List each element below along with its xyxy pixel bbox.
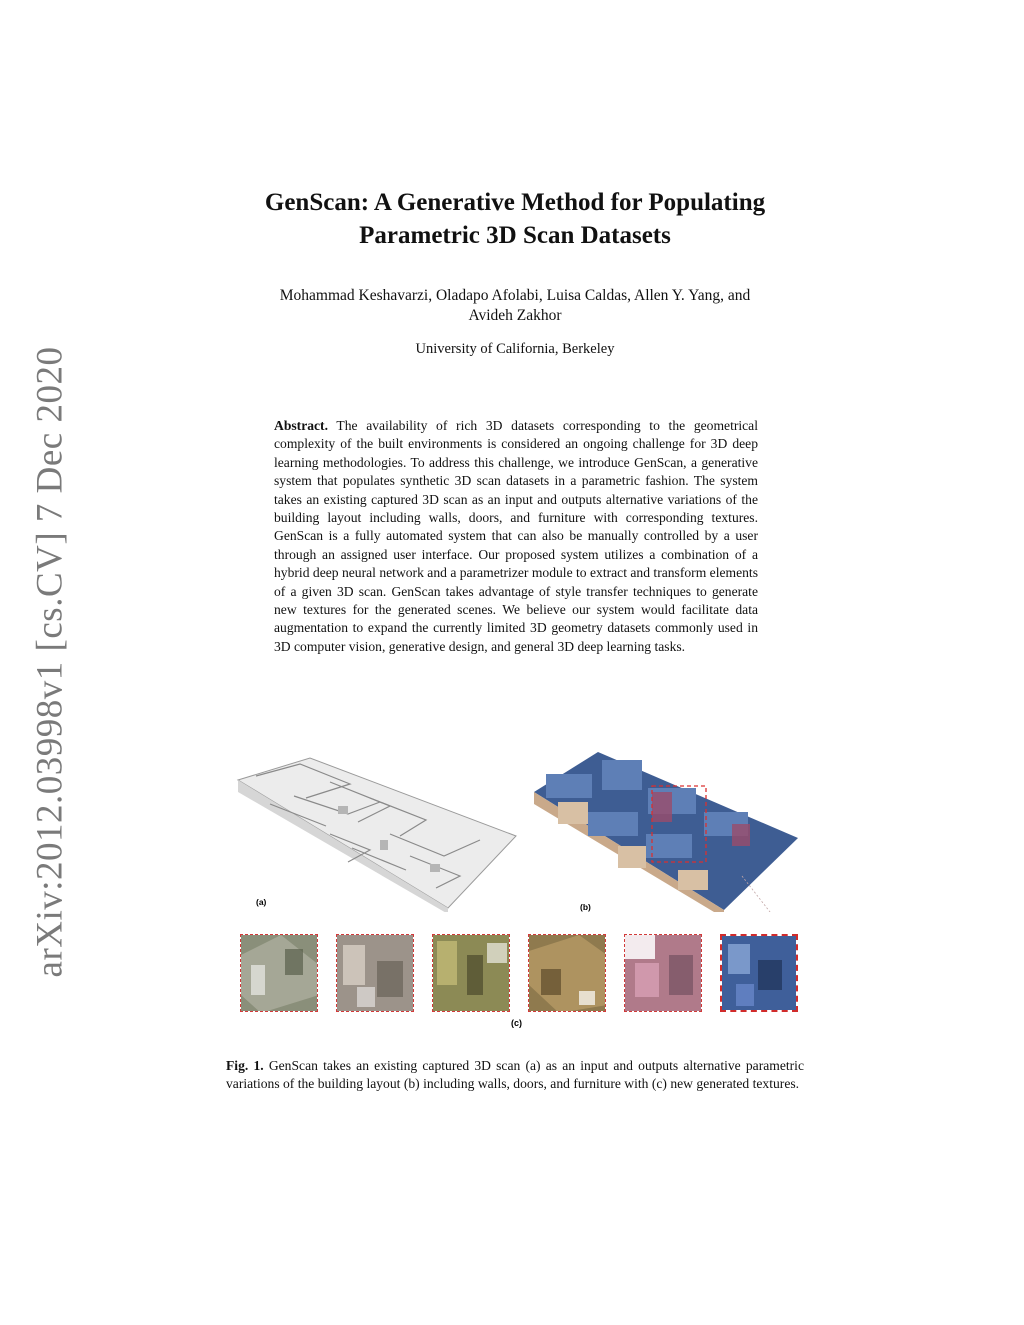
title-line-1: GenScan: A Generative Method for Populating	[264, 189, 766, 216]
title-line-2: Parametric 3D Scan Datasets	[359, 222, 671, 249]
caption-text: GenScan takes an existing captured 3D scan (a) as an input and outputs alternative parametric variations of the building layout (b) including walls, doors, and furniture with (c) new generated textures.	[226, 1058, 804, 1092]
arxiv-id-text: arXiv:2012.03998v1 [cs.CV] 7 Dec 2020	[29, 346, 71, 978]
author-list	[200, 286, 830, 326]
texture-thumbnail	[240, 934, 318, 1012]
abstract-label: Abstract.	[274, 418, 328, 433]
label-a: (a)	[256, 897, 267, 907]
texture-thumbnail	[528, 934, 606, 1012]
label-c: (c)	[511, 1018, 522, 1028]
figure-1	[226, 752, 802, 1042]
figure-panel-c	[240, 934, 802, 1028]
texture-thumbnail-highlighted	[720, 934, 798, 1012]
input-scan-image	[230, 752, 520, 912]
affiliation: University of California, Berkeley	[415, 341, 615, 357]
figure-panel-a	[230, 752, 520, 912]
authors-line-1: Mohammad Keshavarzi, Oladapo Afolabi, Luisa Caldas, Allen Y. Yang, and	[279, 287, 751, 304]
caption-label: Fig. 1.	[226, 1058, 264, 1073]
authors-line-2: Avideh Zakhor	[468, 307, 562, 324]
label-b: (b)	[580, 902, 591, 912]
texture-thumbnail	[624, 934, 702, 1012]
figure-panel-b	[528, 752, 802, 912]
abstract-text: The availability of rich 3D datasets corresponding to the geometrical complexity of the built environments is considered an ongoing challenge for 3D deep learning methodologies. To address this challenge, we introduce GenScan, a generative system that populates synthetic 3D scan datasets in a parametric fashion. The system takes an existing captured 3D scan as an input and outputs alternative variations of the building layout including walls, doors, and furniture with corresponding textures. GenScan is a fully automated system that can also be manually controlled by a user through an assigned user interface. Our proposed system utilizes a combination of a hybrid deep neural network and a parametrizer module to extract and transform elements of a given 3D scan. GenScan takes advantage of style transfer techniques to generate new textures for the generated scenes. We believe our system would facilitate data augmentation to expand the currently limited 3D geometry datasets commonly used in 3D computer vision, generative design, and general 3D deep learning tasks.	[274, 418, 758, 654]
texture-thumbnail	[432, 934, 510, 1012]
generated-layout-image	[528, 752, 802, 912]
abstract	[274, 417, 758, 656]
paper-title	[180, 186, 850, 252]
texture-thumbnail	[336, 934, 414, 1012]
figure-caption	[226, 1057, 804, 1094]
